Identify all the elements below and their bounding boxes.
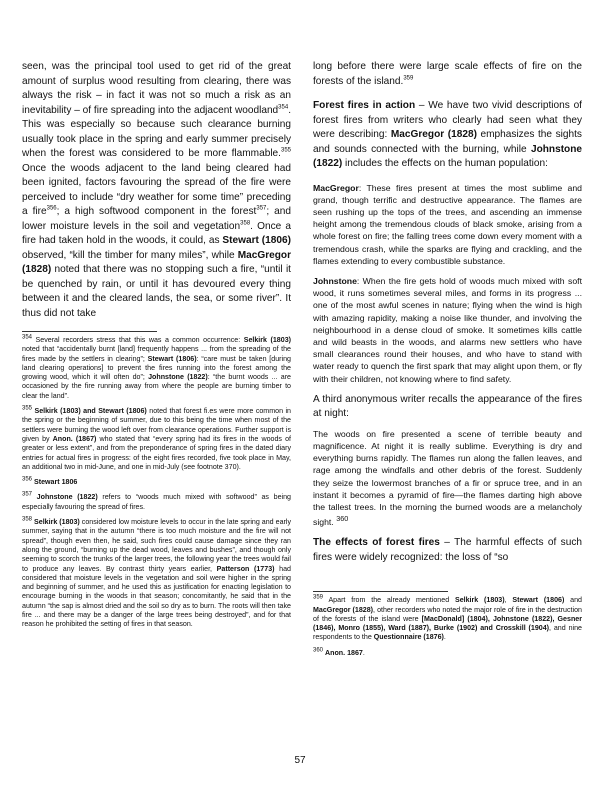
section-paragraph: The effects of forest fires – The harmful effects of such fires were widely recognized: the loss of “so	[313, 537, 582, 563]
footnote-355: $^{355}$ Selkirk (1803) and Stewart (1806) noted that forest fi.es were more common in the spring or the beginning of summer, due to this being the time when most of the settlers were burning the wood left over from clearance operations. Further support is given by Anon. (1867) who stated that “every spring had its fires in the woods of greater or less extent”, and from the preponderance of spring fires in the dated diary entries for actual fires in progress: of the eight fires recorded, five took place in May, an additional two in mid-June, and one in mid-July (see footnote 370).	[22, 405, 291, 471]
section-heading: The effects of forest fires	[313, 537, 440, 549]
citation: Stewart (1806)	[222, 235, 291, 246]
footnote-354: $^{354}$ Several recorders stress that this was a common occurrence: Selkirk (1803) noted that “accidentally burnt [land] frequently happens ... from the spreading of the fires made by the settlers in clearing”; Stewart (1806): “care must be taken [during land clearing operations] to prevent the fires running into the forest among the growing wood, which it will often do”; Johnstone (1822): “the burnt woods ... are occasioned by the fire running away from where the people are burning timber to clear the land”.	[22, 334, 291, 400]
section-paragraph: Forest fires in action – We have two vivid descriptions of forest fires from writers who clearly had seen what they were describing: MacGregor (1828) emphasizes the sights and sounds connected with the burning, while Johnstone (1822) includes the effects on the human population:	[313, 100, 582, 169]
footnote-360: $^{360}$ Anon. 1867.	[313, 647, 365, 657]
body-paragraph: A third anonymous writer recalls the appearance of the fires at night:	[313, 393, 582, 420]
footnote-358: $^{358}$ Selkirk (1803) considered low moisture levels to occur in the late spring and early summer, saying that in the autumn “there is too much moisture and the fire will not spread”, though even then, he said, such fires could cause damage since they ran along the ground, “burning up the dead wood, leaves and bushes”, and though only seeming to scorch the trunks of the larger trees, the following year the trees would fail to produce any leaves. By contrast thirty years earlier, Patterson (1773) had considered that moisture levels in the vegetation and soil were higher in the spring and beginning of summer, and he used this as justification for enacting legislation to encourage burning in the woods in that season; concomitantly, he said that in the autumn “the sap is almost dried and the soil so dry as to burn. The roots will then take fire ... and there may be a danger of the large trees being destroyed”, and for that reason he prohibited the setting of fires in that season.	[22, 516, 292, 629]
footnote-ref: 360	[336, 514, 349, 524]
body-paragraph: seen, was the principal tool used to get rid of the great amount of surplus wood resulting from clearing, there was always the risk – in fact it was not so much a risk as an inevitability – of fire spreading into the adjacent woodland$^{354}$. This was especially so because such clearance burning usually took place in the spring and early summer precisely when the forest was considered to be more flammable.$^{355}$ Once the woods adjacent to the land being cleared had been ignited, factors favouring the spread of the fire were perceived to include “dry weather for some time” preceding a fire$^{356}$; a high softwood component in the forest$^{357}$; and lower moisture levels in the soil and vegetation$^{358}$. Once a fire had taken hold in the woods, it could, as Stewart (1806) observed, “kill the timber for many miles”, while MacGregor (1828) noted that there was no stopping such a fire, “until it be quenched by rain, or until it has devoured every thing between it and the cleared lands, the sea, or some river”. It thus did not take	[22, 61, 292, 319]
left-column	[22, 60, 291, 636]
quote-block: Johnstone: When the fire gets hold of woods much mixed with soft wood, it runs sometimes several miles, and forms in its progress ... one of the most awful scenes in nature; flying when the wind is high with amazing rapidity, making a noise like thunder, and involving the neighbourhood in a dense cloud of smoke. It sometimes kills cattle and wild beasts in the woods, and alarms new settlers who have small clearances round their houses, and who have to stand with water ready to quench the first spark that may alight upon them, or fly with their children, not knowing where to find safety.	[313, 275, 582, 384]
quote-block: The woods on fire presented a scene of terrible beauty and magnificence. At night it is really sublime. Everything is dry and everything burns rapidly. The flames run along the fallen leaves, and rage among the windfalls and other debris of the forest. Suddenly they seize the lowermost branches of a fir or spruce tree, and in an instant it becomes a pyramid of fire—the flames darting high above the tallest trees. In the morning the burned woods are a melancholy sight. $^{360}$	[313, 428, 582, 528]
footnote-357: $^{357}$ Johnstone (1822) refers to “woods much mixed with softwood” as being especially favouring the spread of fires.	[22, 492, 291, 511]
section-heading: Forest fires in action	[313, 100, 416, 111]
footnote-359: $^{359}$ Apart from the already mentioned Selkirk (1803), Stewart (1806) and MacGregor (1828), other recorders who noted the major role of fire in the destruction of the forests of the island were [MacDonald] (1804), Johnstone (1822), Gesner (1846), Monro (1855), Ward (1887), Burke (1902) and Crosskill (1904), and nine respondents to the Questionnaire (1876).	[313, 594, 582, 642]
footnote-ref: 355	[280, 147, 291, 154]
footnote-ref: 359	[403, 75, 414, 82]
page-number: 57	[294, 755, 306, 766]
footnote-ref: 356	[46, 205, 57, 212]
footnote-356: $^{356}$ Stewart 1806	[22, 476, 78, 487]
citation: Johnstone (1822)	[313, 143, 582, 169]
footnote-ref: 358	[240, 220, 251, 227]
footnote-ref: 357	[256, 205, 267, 212]
citation: MacGregor (1828)	[390, 129, 477, 140]
quote-block: MacGregor: These fires present at times the most sublime and grand, though terrific and destructive appearance. The flames are seen rushing up the tops of the trees, and ascending an immense height among the tremendous clouds of black smoke, arising from a whole forest on fire; the falling trees come down every moment with a tremendous crash, while the sparks are flying and crackling, and the flames extending to every combustible substance.	[313, 182, 582, 266]
footnote-divider	[22, 331, 157, 332]
right-column	[313, 60, 582, 664]
footnote-ref: 354	[278, 104, 289, 111]
body-paragraph: long before there were large scale effects of fire on the forests of the island.$^{359}$	[313, 61, 582, 87]
citation: MacGregor (1828)	[22, 249, 291, 275]
footnote-divider	[313, 591, 448, 592]
